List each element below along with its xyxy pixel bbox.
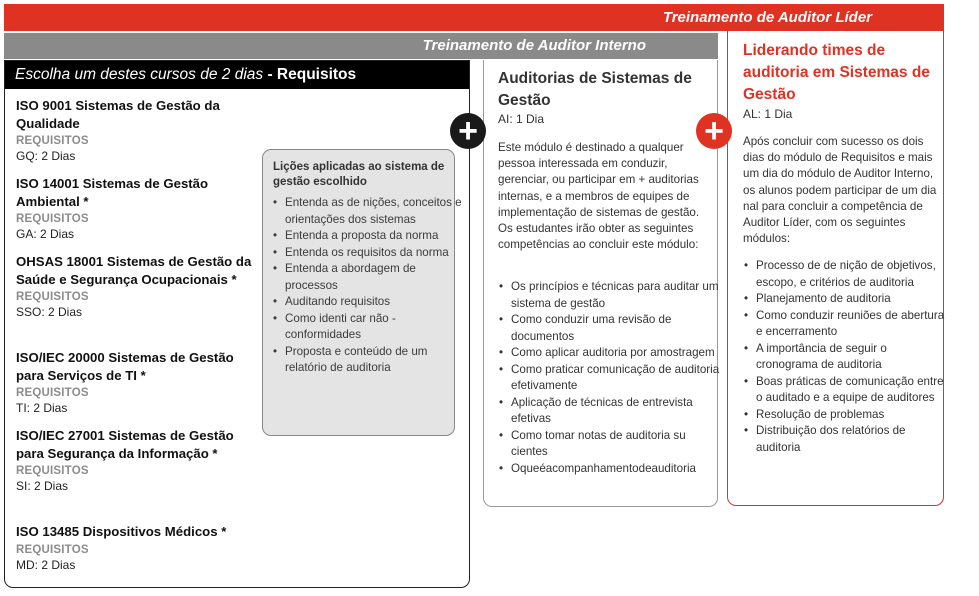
list-item: • Entenda a abordagem de processos bbox=[285, 261, 465, 294]
lider-description: Após concluir com sucesso os dois dias do módulo de Requisitos e mais um dia do módulo de Auditor Interno, os alunos podem participar de um dia nal para concluir a competência de Auditor Líder, com os seguintes módulos: bbox=[743, 135, 937, 246]
lessons-list bbox=[271, 195, 465, 377]
course-ohsas-18001[interactable] bbox=[16, 253, 261, 319]
lider-training-bar bbox=[4, 4, 944, 31]
course-tag: REQUISITOS bbox=[16, 465, 89, 477]
course-tag: REQUISITOS bbox=[16, 387, 89, 399]
course-name: OHSAS 18001 Sistemas de Gestão da Saúde e Segurança Ocupacionais * bbox=[16, 254, 252, 287]
list-item: • Entenda os requisitos da norma bbox=[285, 245, 465, 262]
plus-icon bbox=[450, 113, 486, 149]
list-item: • Como praticar comunicação de auditoria efetivamente bbox=[511, 362, 725, 395]
auditorias-box bbox=[483, 60, 718, 507]
course-iso-20000[interactable] bbox=[16, 349, 261, 415]
lider-list bbox=[743, 258, 948, 456]
course-name: ISO 14001 Sistemas de Gestão Ambiental * bbox=[16, 176, 209, 209]
list-item: • Planejamento de auditoria bbox=[756, 291, 948, 308]
requirements-header-bold: - Requisitos bbox=[263, 66, 357, 83]
list-item: • Entenda as de nições, conceitos e orientações dos sistemas bbox=[285, 195, 465, 228]
course-tag: REQUISITOS bbox=[16, 291, 89, 303]
course-duration: GQ: 2 Dias bbox=[16, 149, 76, 163]
list-item: • Como conduzir reuniões de abertura e encerramento bbox=[756, 308, 948, 341]
list-item: • Como aplicar auditoria por amostragem bbox=[511, 345, 725, 362]
lessons-title: Lições aplicadas ao sistema de gestão escolhido bbox=[273, 161, 445, 188]
auditorias-list bbox=[498, 279, 725, 477]
list-item: • Como tomar notas de auditoria su cientes bbox=[511, 428, 725, 461]
course-duration: MD: 2 Dias bbox=[16, 557, 76, 572]
list-item: • Como identi car não - conformidades bbox=[285, 311, 465, 344]
lessons-panel bbox=[262, 149, 462, 436]
course-duration: SI: 2 Dias bbox=[16, 479, 69, 493]
list-item: • Proposta e conteúdo de um relatório de auditoria bbox=[285, 344, 465, 377]
requirements-header-italic: Escolha um destes cursos de 2 dias bbox=[15, 66, 264, 83]
list-item: • Os princípios e técnicas para auditar um sistema de gestão bbox=[511, 279, 725, 312]
course-iso-9001[interactable] bbox=[16, 97, 261, 163]
list-item: • Aplicação de técnicas de entrevista efetivas bbox=[511, 395, 725, 428]
lider-training-title: Treinamento de Auditor Líder bbox=[662, 9, 872, 26]
list-item: • Como conduzir uma revisão de documentos bbox=[511, 312, 725, 345]
course-name: ISO/IEC 27001 Sistemas de Gestão para Segurança da Informação * bbox=[16, 428, 234, 461]
list-item: • Resolução de problemas bbox=[756, 407, 948, 424]
plus-icon bbox=[696, 113, 732, 149]
list-item: • Auditando requisitos bbox=[285, 294, 465, 311]
course-tag: REQUISITOS bbox=[16, 543, 89, 556]
interno-training-title: Treinamento de Auditor Interno bbox=[422, 37, 646, 54]
auditorias-title: Auditorias de Sistemas de Gestão bbox=[498, 70, 692, 109]
course-iso-13485[interactable] bbox=[16, 523, 261, 572]
course-duration: TI: 2 Dias bbox=[16, 401, 68, 415]
interno-training-bar bbox=[4, 33, 718, 59]
list-item: • Distribuição dos relatórios de auditoria bbox=[756, 423, 948, 456]
plus-glyph: + bbox=[458, 112, 478, 150]
course-duration: SSO: 2 Dias bbox=[16, 305, 83, 319]
lider-duration: AL: 1 Dia bbox=[743, 107, 793, 121]
auditorias-duration: AI: 1 Dia bbox=[498, 112, 545, 126]
lider-title: Liderando times de auditoria em Sistemas de Gestão bbox=[743, 42, 930, 103]
plus-glyph: + bbox=[704, 112, 724, 150]
course-tag: REQUISITOS bbox=[16, 135, 89, 147]
auditorias-description: Este módulo é destinado a qualquer pessoa interessada em conduzir, gerenciar, ou participar em + auditorias internas, e a membros de equipes de implementação de sistemas de gestão. Os estudantes irão obter as seguintes competências ao concluir este módulo: bbox=[498, 141, 700, 252]
requirements-header bbox=[5, 61, 469, 89]
list-item: • A importância de seguir o cronograma de auditoria bbox=[756, 341, 948, 374]
course-name: ISO/IEC 20000 Sistemas de Gestão para Serviços de TI * bbox=[16, 350, 234, 383]
list-item: • Entenda a proposta da norma bbox=[285, 228, 465, 245]
course-duration: GA: 2 Dias bbox=[16, 227, 75, 241]
course-tag: REQUISITOS bbox=[16, 213, 89, 225]
list-item: • Oqueéacompanhamentodeauditoria bbox=[511, 461, 725, 478]
course-name: ISO 13485 Dispositivos Médicos * bbox=[16, 524, 227, 539]
course-name: ISO 9001 Sistemas de Gestão da Qualidade bbox=[16, 98, 220, 131]
list-item: • Processo de de nição de objetivos, escopo, e critérios de auditoria bbox=[756, 258, 948, 291]
course-iso-27001[interactable] bbox=[16, 427, 261, 493]
course-iso-14001[interactable] bbox=[16, 175, 261, 241]
list-item: • Boas práticas de comunicação entre o auditado e a equipe de auditores bbox=[756, 374, 948, 407]
lider-box bbox=[727, 31, 944, 506]
